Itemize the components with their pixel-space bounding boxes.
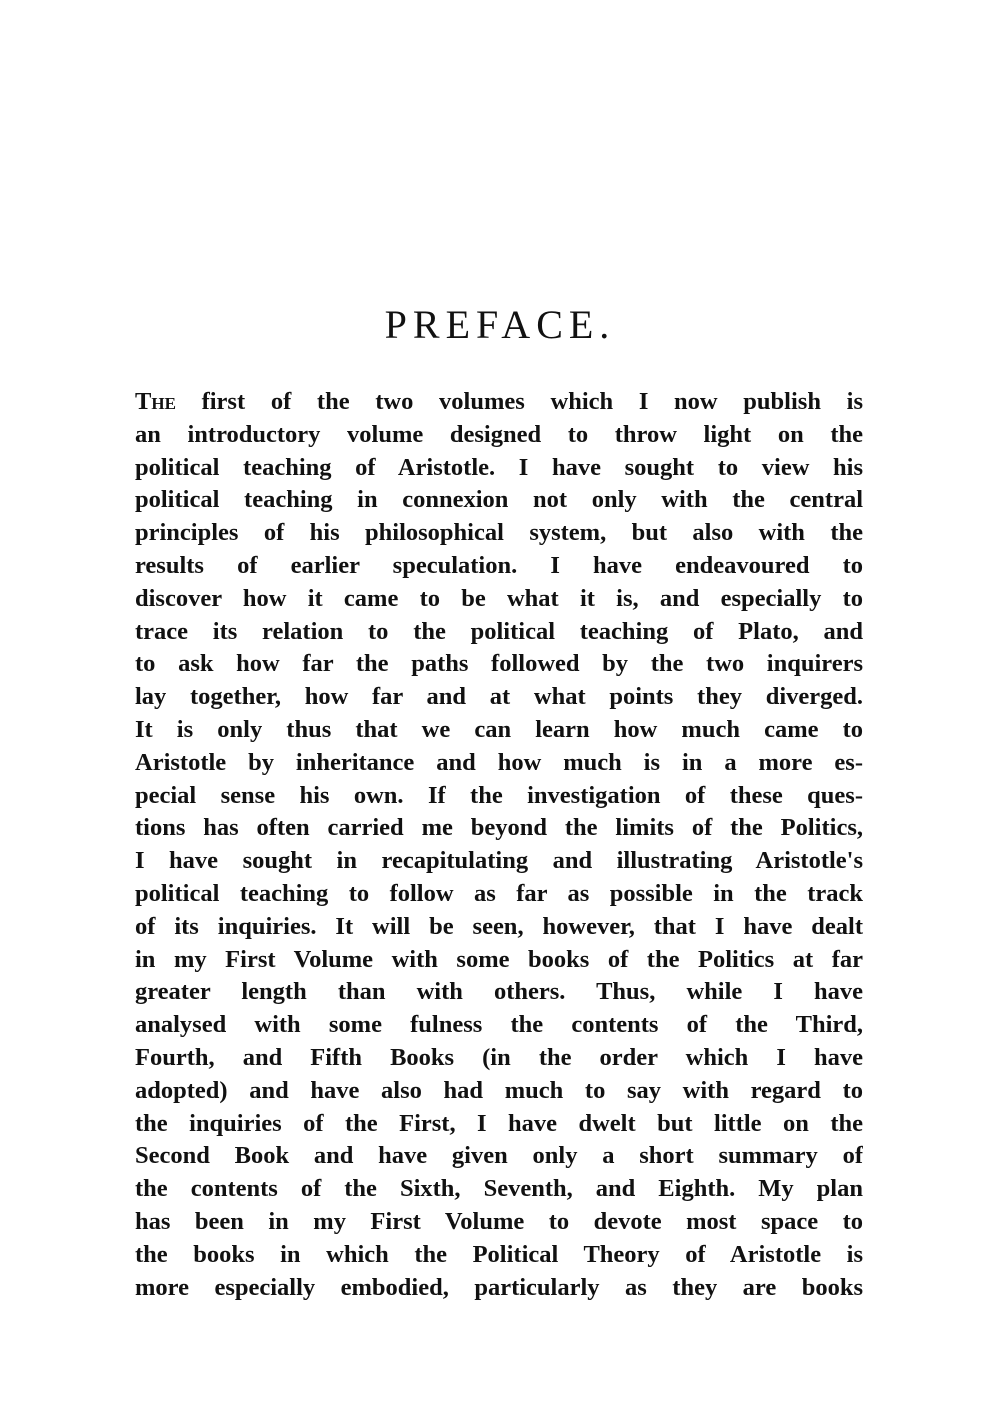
text-line: has been in my First Volume to devote most space to — [135, 1207, 863, 1235]
text-line: political teaching to follow as far as possible in the track — [135, 879, 863, 907]
text-line: Fourth, and Fifth Books (in the order which I have — [135, 1043, 863, 1071]
text-line: analysed with some fulness the contents of the Third, — [135, 1011, 863, 1039]
text-line: the contents of the Sixth, Seventh, and Eighth. My plan — [135, 1175, 863, 1203]
text-line: Second Book and have given only a short summary of — [135, 1142, 863, 1170]
text-line: political teaching of Aristotle. I have sought to view his — [135, 453, 863, 481]
text-line: trace its relation to the political teaching of Plato, and — [135, 617, 863, 645]
text-line: the inquiries of the First, I have dwelt but little on the — [135, 1109, 863, 1137]
text-line: political teaching in connexion not only with the central — [135, 486, 863, 514]
text-line: results of earlier speculation. I have endeavoured to — [135, 551, 863, 579]
preface-paragraph — [135, 386, 863, 1304]
text-line: lay together, how far and at what points they diverged. — [135, 683, 863, 711]
text-line: tions has often carried me beyond the limits of the Politics, — [135, 814, 863, 842]
lead-word: The — [135, 388, 176, 415]
text-line: pecial sense his own. If the investigation of these ques- — [135, 781, 863, 809]
text-line: It is only thus that we can learn how much came to — [135, 715, 863, 743]
text-line — [135, 386, 863, 419]
text-line: to ask how far the paths followed by the two inquirers — [135, 650, 863, 678]
text-line: I have sought in recapitulating and illustrating Aristotle's — [135, 847, 863, 875]
text-line: Aristotle by inheritance and how much is in a more es- — [135, 748, 863, 776]
text-line: an introductory volume designed to throw light on the — [135, 420, 863, 448]
text-line: the books in which the Political Theory of Aristotle is — [135, 1240, 863, 1268]
text-line-content: first of the two volumes which I now publish is — [175, 388, 863, 415]
text-line: in my First Volume with some books of the Politics at far — [135, 945, 863, 973]
text-line: principles of his philosophical system, but also with the — [135, 519, 863, 547]
text-line: greater length than with others. Thus, while I have — [135, 978, 863, 1006]
text-line: more especially embodied, particularly as they are books — [135, 1273, 863, 1301]
text-line: discover how it came to be what it is, and especially to — [135, 584, 863, 612]
text-line: adopted) and have also had much to say with regard to — [135, 1076, 863, 1104]
text-line: of its inquiries. It will be seen, however, that I have dealt — [135, 912, 863, 940]
page-title: PREFACE. — [384, 302, 616, 347]
